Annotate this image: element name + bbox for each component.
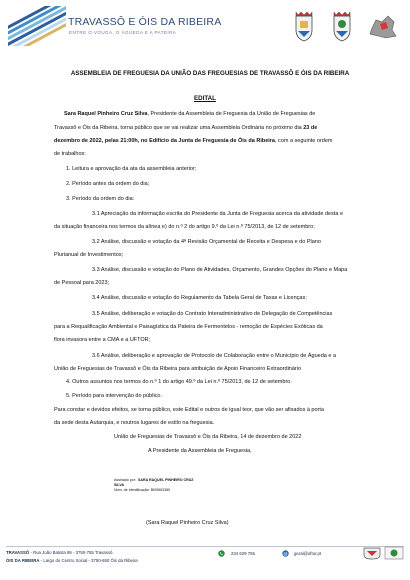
brand-name: TRAVASSÔ E ÓIS DA RIBEIRA bbox=[68, 16, 222, 28]
agenda-item-5: 5. Período para intervenção do público. bbox=[66, 393, 163, 399]
svg-text:@: @ bbox=[283, 550, 288, 556]
agenda-subitem-3-2-cont: Plurianual de Investimentos; bbox=[54, 252, 124, 258]
meeting-date: 23 de bbox=[303, 125, 318, 131]
footer-crest-icon bbox=[362, 546, 382, 560]
brand-tagline: ENTRE O VOUGA, O ÁGUEDA E A PATEIRA bbox=[69, 30, 177, 35]
intro-line-4: de trabalhos: bbox=[54, 151, 86, 157]
signed-by-label: Assinado por: bbox=[114, 478, 136, 482]
agenda-item-3: 3. Período da ordem do dia: bbox=[66, 196, 135, 202]
intro-text: , com a seguinte ordem bbox=[275, 138, 333, 144]
assembly-heading: ASSEMBLEIA DE FREGUESIA DA UNIÃO DAS FREGUESIAS DE TRAVASSÔ E ÓIS DA RIBEIRA bbox=[70, 70, 350, 77]
agenda-item-2: 2. Período antes da ordem do dia; bbox=[66, 181, 150, 187]
agenda-subitem-3-6-cont: União de Freguesias de Travassô e Óis da Ribeira para atribuição de Apoio Financeiro Extraordinário bbox=[54, 366, 302, 372]
signature-line-2: SILVA bbox=[114, 483, 125, 488]
coat-of-arms-group bbox=[290, 10, 402, 50]
footer-place-1: TRAVASSÔ bbox=[6, 550, 30, 555]
intro-text: Travassô e Óis da Ribeira, torna público que se vai realizar uma Assembleia Ordinária no próximo dia bbox=[54, 125, 304, 131]
signature-line-3 bbox=[114, 488, 224, 493]
agenda-subitem-3-2: 3.2 Análise, discussão e votação da 4ª Revisão Orçamental de Receita e Despesa e do Plano bbox=[92, 239, 321, 245]
map-emblem-icon bbox=[366, 10, 400, 44]
footer-logo-icon bbox=[384, 546, 404, 560]
letterhead bbox=[8, 6, 404, 48]
intro-text: , Presidente da Assembleia de Freguesia da União de Freguesias de bbox=[147, 111, 316, 117]
signoff: A Presidente da Assembleia de Freguesia, bbox=[148, 448, 252, 454]
footer-address-2 bbox=[6, 558, 138, 563]
agenda-subitem-3-1-cont: da situação financeira nos termos da alínea e) do n.º 2 do artigo 9.º da Lei n.º 75/2013, de 12 de setembro; bbox=[54, 224, 315, 230]
agenda-subitem-3-1: 3.1 Apreciação da informação escrita do Presidente da Junta de Freguesia acerca da atividade desta e bbox=[92, 211, 344, 217]
agenda-subitem-3-5-cont: para a Requalificação Ambiental e Paisagística da Pateira de Fermentelos - remoção de Espécies Exóticas da bbox=[54, 324, 323, 330]
footer-address-1 bbox=[6, 550, 114, 555]
edital-heading: EDITAL bbox=[194, 95, 216, 102]
closing-line-2: da sede desta Autarquia, e noutros lugares de estilo na freguesia. bbox=[54, 420, 215, 426]
footer-address-text: - Rua João Batista 95 - 3750-755 Travassô. bbox=[29, 550, 114, 555]
printed-name: (Sara Raquel Pinheiro Cruz Silva) bbox=[146, 520, 229, 526]
agenda-subitem-3-4: 3.4 Análise, discussão e votação do Regulamento da Tabela Geral de Taxas e Licenças; bbox=[92, 295, 307, 301]
agenda-subitem-3-6: 3.6 Análise, deliberação e aprovação de Protocolo de Colaboração entre o Município de Águeda e a bbox=[92, 353, 337, 359]
meeting-time-place: dezembro de 2022, pelas 21:00h, no Edifício da Junta de Freguesia de Óis da Ribeira bbox=[54, 138, 275, 144]
signed-by-name: SARA RAQUEL PINHEIRO CRUZ bbox=[137, 478, 194, 482]
footer-email: geral@uftor.pt bbox=[294, 551, 322, 556]
parish-logo-icon bbox=[8, 6, 66, 46]
agenda-item-1: 1. Leitura e aprovação da ata da assembleia anterior; bbox=[66, 166, 197, 172]
intro-line-3 bbox=[54, 137, 332, 145]
closing-line-1: Para constar e devidos efeitos, se torna público, este Edital e outros de igual teor, que vão ser afixados à porta bbox=[54, 407, 324, 413]
email-icon bbox=[282, 550, 289, 557]
agenda-subitem-3-3-cont: de Pessoal para 2023; bbox=[54, 280, 110, 286]
place-date: União de Freguesias de Travassô e Óis da Ribeira, 14 de dezembro de 2022 bbox=[114, 434, 302, 440]
phone-icon bbox=[218, 550, 225, 557]
coat-of-arms-travasso-icon bbox=[290, 10, 318, 44]
intro-line-1 bbox=[64, 110, 315, 118]
intro-line-2 bbox=[54, 124, 317, 132]
agenda-subitem-3-3: 3.3 Análise, discussão e votação do Plano de Atividades, Orçamento, Grandes Opções do Plano e Mapa bbox=[92, 267, 348, 273]
coat-of-arms-ois-icon bbox=[328, 10, 356, 44]
footer-phone: 234 629 755 bbox=[231, 551, 255, 556]
agenda-item-4: 4. Outros assuntos nos termos do n.º 1 do artigo 49.º da Lei n.º 75/2013, de 12 de setembro. bbox=[66, 379, 292, 385]
footer-address-text: - Largo do Centro Social - 3750-650 Óis da Ribeira bbox=[39, 558, 138, 563]
id-label: Num. de Identificação: bbox=[114, 488, 150, 493]
id-value: BI09563380 bbox=[150, 488, 171, 493]
agenda-subitem-3-5-cont2: flora invasora entre a CMA e a UFTOR; bbox=[54, 337, 151, 343]
digital-signature bbox=[114, 478, 224, 500]
agenda-subitem-3-5: 3.5 Análise, deliberação e votação do Contrato Interadministrativo de Delegação de Competências bbox=[92, 311, 333, 317]
footer-divider bbox=[6, 546, 404, 547]
president-name: Sara Raquel Pinheiro Cruz Silva bbox=[64, 111, 148, 117]
footer-place-2: ÓIS DA RIBEIRA bbox=[6, 558, 40, 563]
